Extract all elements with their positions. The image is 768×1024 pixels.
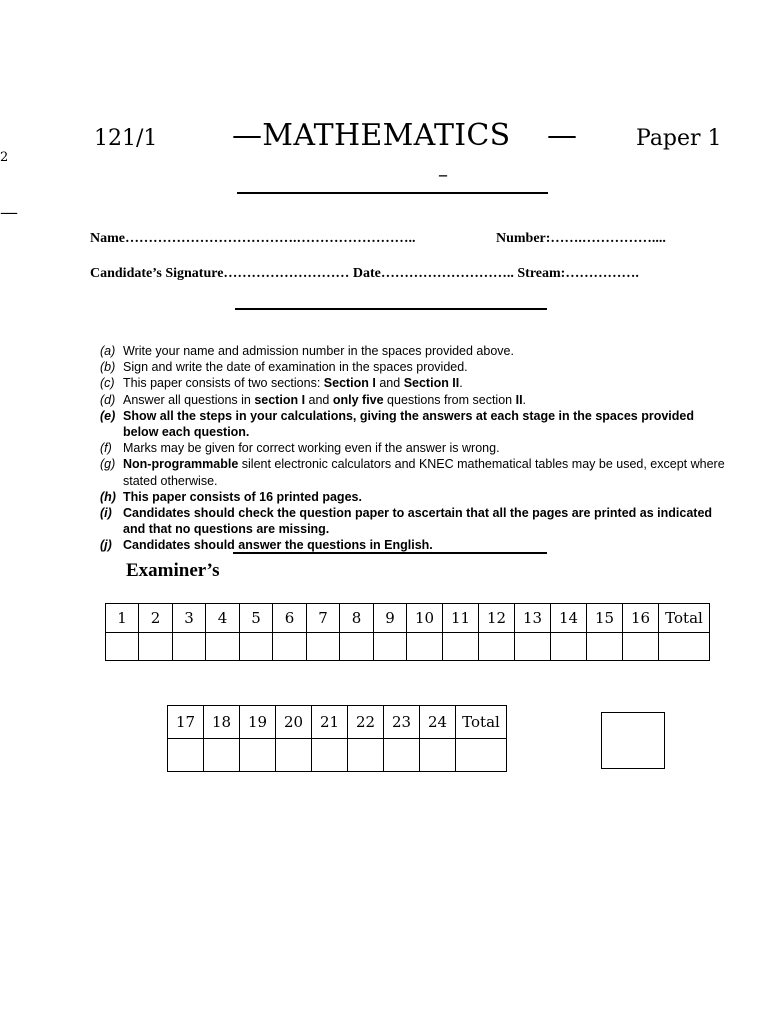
score-cell[interactable] xyxy=(206,633,240,661)
instruction-text xyxy=(123,359,730,375)
instruction-text-part: silent electronic calculators and KNEC mathematical tables may be used, except where stated otherwise. xyxy=(123,457,725,488)
instruction-letter: (e) xyxy=(100,408,116,423)
instruction-text-part: questions from section xyxy=(383,392,516,407)
question-number-cell: 2 xyxy=(139,604,173,633)
score-cell[interactable] xyxy=(407,633,443,661)
paper-code: 121/1 xyxy=(94,126,158,151)
question-number-cell: 8 xyxy=(340,604,374,633)
section1-score-table xyxy=(105,603,710,661)
score-cell[interactable] xyxy=(106,633,139,661)
score-cell[interactable] xyxy=(623,633,659,661)
instruction-item xyxy=(100,408,730,440)
question-number-cell: 24 xyxy=(420,706,456,739)
score-cell[interactable] xyxy=(348,739,384,772)
instruction-text xyxy=(123,505,730,537)
instruction-text-part: and xyxy=(305,392,333,407)
instruction-item xyxy=(100,456,730,488)
instruction-text-part: Candidates should xyxy=(123,538,239,553)
score-cell[interactable] xyxy=(515,633,551,661)
score-cell[interactable] xyxy=(340,633,374,661)
score-cell[interactable] xyxy=(204,739,240,772)
instruction-text xyxy=(123,343,730,359)
question-number-cell: 22 xyxy=(348,706,384,739)
instruction-text-part: Answer all questions in xyxy=(123,392,255,407)
instruction-text-part: Marks may be given for correct working even if the answer is wrong. xyxy=(123,441,500,456)
instruction-text-part: answer the questions in English. xyxy=(238,538,433,553)
score-cell[interactable] xyxy=(384,739,420,772)
instruction-item xyxy=(100,343,730,359)
question-number-cell: 3 xyxy=(173,604,206,633)
title-dash: — xyxy=(547,118,577,153)
question-number-cell: 15 xyxy=(587,604,623,633)
score-cell[interactable] xyxy=(276,739,312,772)
question-number-cell: 12 xyxy=(479,604,515,633)
instruction-letter: (c) xyxy=(100,376,115,391)
instruction-item xyxy=(100,392,730,408)
paper-title: —MATHEMATICS xyxy=(232,118,511,153)
score-cell[interactable] xyxy=(312,739,348,772)
instruction-item xyxy=(100,489,730,505)
question-number-cell: 13 xyxy=(515,604,551,633)
instruction-item xyxy=(100,359,730,375)
instruction-letter: (i) xyxy=(100,506,112,521)
instruction-text-part: This paper consists of 16 printed pages. xyxy=(123,489,362,504)
grand-total-box[interactable] xyxy=(601,712,665,769)
divider-middle xyxy=(235,308,547,310)
name-field[interactable]: Name……………………………….…………………….. xyxy=(90,231,416,246)
instructions-list xyxy=(100,343,730,554)
instruction-item xyxy=(100,375,730,391)
question-number-cell: 7 xyxy=(307,604,340,633)
score-cell[interactable] xyxy=(139,633,173,661)
question-number-cell: 18 xyxy=(204,706,240,739)
instruction-text xyxy=(123,375,730,391)
question-number-cell: 21 xyxy=(312,706,348,739)
question-number-cell: 10 xyxy=(407,604,443,633)
section2-score-table xyxy=(167,705,507,772)
question-number-cell: 6 xyxy=(273,604,307,633)
instruction-text-part: Non-programmable xyxy=(123,457,239,472)
score-cell[interactable] xyxy=(168,739,204,772)
instruction-text xyxy=(123,408,730,440)
instruction-text xyxy=(123,440,730,456)
instruction-text-part: Show all the steps in your calculations, giving the answers at each stage in the spaces provided below each question. xyxy=(123,408,694,440)
score-cell[interactable] xyxy=(374,633,407,661)
instruction-text-part: only five xyxy=(332,392,384,407)
instruction-text xyxy=(123,456,730,488)
instruction-letter: (h) xyxy=(100,489,116,504)
score-cell[interactable] xyxy=(551,633,587,661)
question-number-cell: 14 xyxy=(551,604,587,633)
paper-label: Paper 1 xyxy=(636,126,722,151)
instruction-letter: (a) xyxy=(100,344,116,358)
instruction-letter: (f) xyxy=(100,441,112,456)
instruction-text-part: Write your name and admission number in the spaces provided above. xyxy=(123,344,514,358)
instruction-item xyxy=(100,505,730,537)
instruction-letter: (b) xyxy=(100,360,116,375)
instruction-text-part: Candidates should check the question paper to ascertain that all the pages are printed as indicated and that no questions are missing. xyxy=(123,506,713,537)
score-cell[interactable] xyxy=(659,633,710,661)
instruction-item xyxy=(100,440,730,456)
instruction-text-part: section I xyxy=(254,392,306,407)
question-number-cell: 1 xyxy=(106,604,139,633)
question-number-cell: 19 xyxy=(240,706,276,739)
instruction-text-part: Section II xyxy=(403,376,460,391)
divider-top xyxy=(237,192,548,194)
instruction-text-part: Sign and write the date of examination in the spaces provided. xyxy=(123,360,468,375)
score-cell[interactable] xyxy=(456,739,507,772)
question-number-cell: 17 xyxy=(168,706,204,739)
instruction-letter: (j) xyxy=(100,538,112,553)
question-number-cell: 11 xyxy=(443,604,479,633)
instruction-letter: (g) xyxy=(100,457,116,472)
instruction-text xyxy=(123,489,730,505)
question-number-cell: 23 xyxy=(384,706,420,739)
question-number-cell: 5 xyxy=(240,604,273,633)
instruction-text-part: This paper consists of two sections: xyxy=(123,376,324,391)
instruction-text-part: . xyxy=(459,376,463,391)
score-cell[interactable] xyxy=(479,633,515,661)
margin-dash: — xyxy=(0,202,18,223)
question-number-cell: 20 xyxy=(276,706,312,739)
question-number-cell: Total xyxy=(456,706,507,739)
score-cell[interactable] xyxy=(240,739,276,772)
question-number-cell: Total xyxy=(659,604,710,633)
instruction-text-part: and xyxy=(375,376,404,391)
signature-date-stream-field[interactable]: Candidate’s Signature……………………… Date……………………….. Stream:……………. xyxy=(90,266,639,281)
score-cell[interactable] xyxy=(307,633,340,661)
question-number-cell: 4 xyxy=(206,604,240,633)
instruction-text-part: II xyxy=(515,392,523,407)
question-number-cell: 9 xyxy=(374,604,407,633)
score-cell[interactable] xyxy=(173,633,206,661)
score-cell[interactable] xyxy=(420,739,456,772)
margin-page-number: 2 xyxy=(0,150,9,165)
number-field[interactable]: Number:…….…………….... xyxy=(496,231,666,246)
examiners-label: Examiner’s xyxy=(126,560,220,581)
small-dash: – xyxy=(438,162,448,186)
instruction-letter: (d) xyxy=(100,392,116,407)
divider-bottom xyxy=(233,552,547,554)
score-cell[interactable] xyxy=(587,633,623,661)
score-cell[interactable] xyxy=(443,633,479,661)
score-cell[interactable] xyxy=(240,633,273,661)
instruction-text xyxy=(123,392,730,408)
question-number-cell: 16 xyxy=(623,604,659,633)
score-cell[interactable] xyxy=(273,633,307,661)
instruction-text-part: . xyxy=(522,392,527,407)
instruction-text-part: Section I xyxy=(323,376,376,391)
